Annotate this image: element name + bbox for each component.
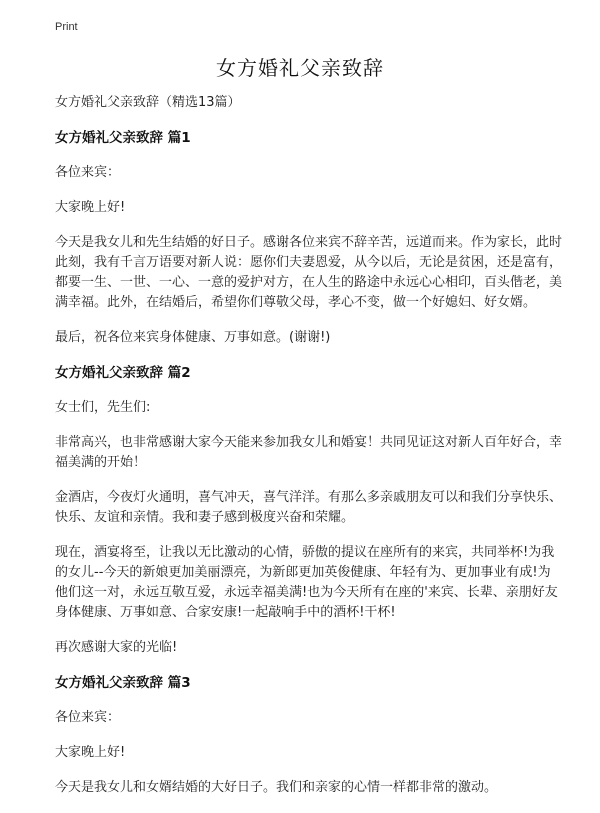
- paragraph: 大家晚上好!: [55, 745, 126, 760]
- paragraph: 再次感谢大家的光临!: [55, 640, 178, 655]
- paragraph: 今天是我女儿和先生结婚的好日子。感谢各位来宾不辞辛苦，远道而来。作为家长，此时此刻，我有千言万语要对新人说：愿你们夫妻恩爱，从今以后，无论是贫困，还是富有，都要一生、一世、一心、一意的爱护对方，在人生的路途中永远心心相印，百头偕老，美满幸福。此外，在结婚后，希望你们尊敬父母，孝心不变，做一个好媳妇、好女婿。: [55, 235, 563, 310]
- intro-line: 女方婚礼父亲致辞（精选13篇）: [55, 95, 241, 110]
- section-1: [55, 128, 562, 348]
- paragraph: 各位来宾：: [55, 710, 121, 725]
- paragraph: 最后，祝各位来宾身体健康、万事如意。(谢谢!): [55, 330, 331, 345]
- paragraph: 今天是我女儿和女婿结婚的大好日子。我们和亲家的心情一样都非常的激动。: [55, 780, 498, 795]
- paragraph: 大家晚上好!: [55, 200, 126, 215]
- section-heading: 女方婚礼父亲致辞 篇3: [55, 675, 191, 691]
- document-title: 女方婚礼父亲致辞: [216, 56, 384, 80]
- paragraph: 各位来宾：: [55, 165, 121, 180]
- paragraph: 现在，酒宴将至，让我以无比激动的心情，骄傲的提议在座所有的来宾，共同举杯!为我的女儿--今天的新娘更加美丽漂亮，为新郎更加英俊健康、年轻有为、更加事业有成!为他们这一对，永远互敬互爱，永远幸福美满!也为今天所有在座的'来宾、长辈、亲朋好友身体健康、万事如意、合家安康!一起敲响手中的酒杯!干杯!: [55, 545, 558, 620]
- paragraph: 非常高兴，也非常感谢大家今天能来参加我女儿和婚宴！共同见证这对新人百年好合，幸福美满的开始！: [55, 435, 563, 470]
- section-3: [55, 673, 562, 798]
- print-label: Print: [55, 21, 78, 33]
- paragraph: 金酒店，今夜灯火通明，喜气冲天，喜气洋洋。有那么多亲戚朋友可以和我们分享快乐、快乐、友谊和亲情。我和妻子感到极度兴奋和荣耀。: [55, 490, 563, 525]
- document-body: [55, 93, 562, 813]
- section-heading: 女方婚礼父亲致辞 篇1: [55, 130, 191, 146]
- section-2: [55, 363, 562, 658]
- section-heading: 女方婚礼父亲致辞 篇2: [55, 365, 191, 381]
- paragraph: 女士们，先生们:: [55, 400, 151, 415]
